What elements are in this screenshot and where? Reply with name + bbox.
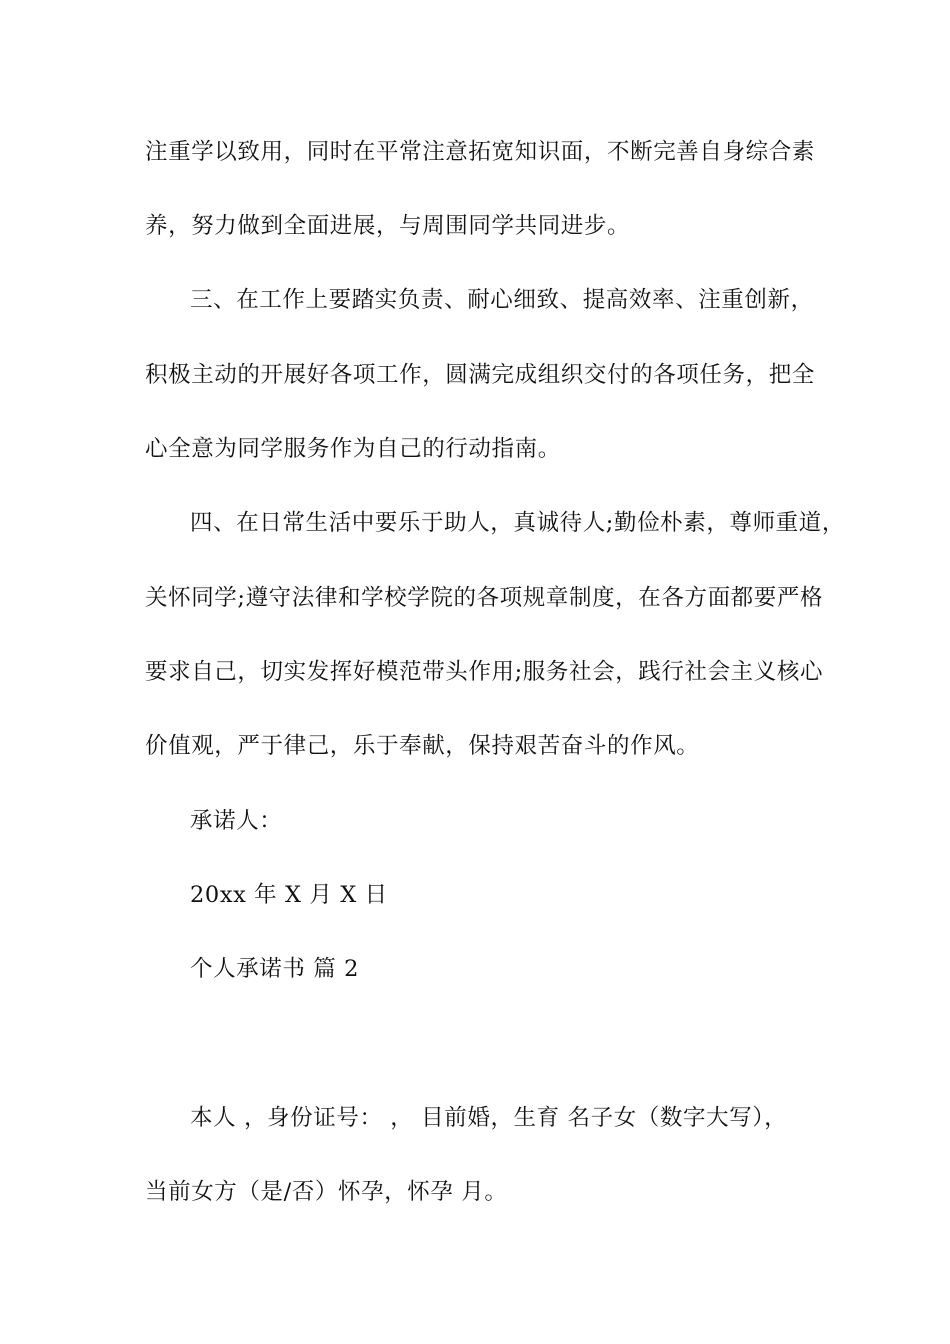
paragraph-line: 关怀同学;遵守法律和学校学院的各项规章制度，在各方面都要严格 — [145, 585, 824, 611]
section-heading: 个人承诺书 篇 2 — [190, 956, 360, 982]
paragraph-line: 当前女方（是/否）怀孕，怀孕 月。 — [145, 1179, 508, 1205]
paragraph-line: 价值观，严于律己，乐于奉献，保持艰苦奋斗的作风。 — [145, 733, 700, 759]
date-line: 20xx 年 X 月 X 日 — [190, 882, 388, 908]
paragraph-line: 三、在工作上要踏实负责、耐心细致、提高效率、注重创新， — [190, 287, 814, 313]
paragraph-line: 本人 ，身份证号： ， 目前婚，生育 名子女（数字大写）， — [190, 1105, 788, 1131]
paragraph-line: 积极主动的开展好各项工作，圆满完成组织交付的各项任务，把全 — [145, 362, 815, 388]
signatory-label: 承诺人： — [190, 808, 283, 834]
paragraph-line: 注重学以致用，同时在平常注意拓宽知识面，不断完善自身综合素 — [145, 139, 815, 165]
paragraph-line: 心全意为同学服务作为自己的行动指南。 — [145, 436, 561, 462]
paragraph-line: 养，努力做到全面进展，与周围同学共同进步。 — [145, 213, 631, 239]
paragraph-line: 要求自己，切实发挥好模范带头作用;服务社会，践行社会主义核心 — [145, 659, 824, 685]
paragraph-line: 四、在日常生活中要乐于助人，真诚待人;勤俭朴素，尊师重道， — [190, 510, 845, 536]
